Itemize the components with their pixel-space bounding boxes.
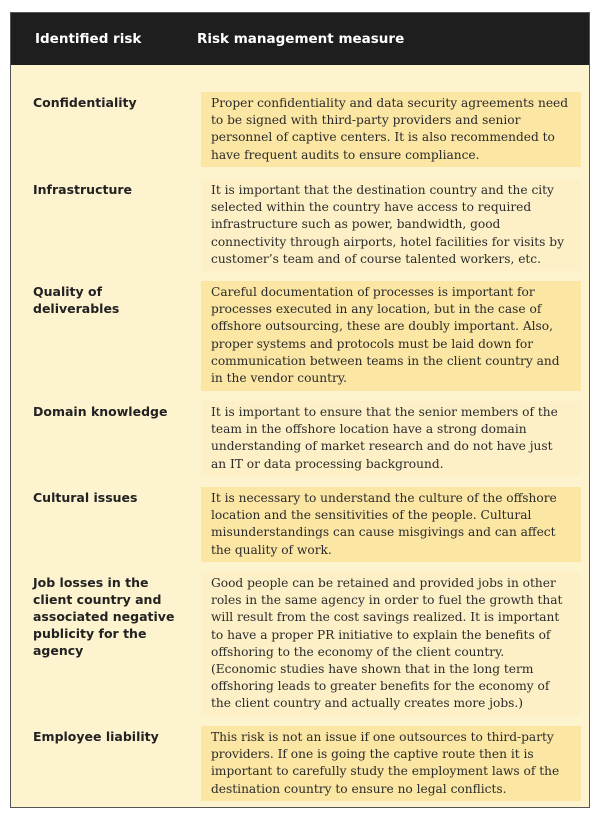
table-row-quality-of-deliverables [19,281,581,391]
risk-label: Infrastructure [33,182,132,197]
risk-measure: This risk is not an issue if one outsources to third-party providers. If one is going the captive route then it is important to carefully study the employment laws of the destination country to ensure no legal conflicts. [201,726,581,801]
table-row-job-losses [19,572,581,716]
risk-label: Employee liability [33,729,159,744]
table-row-domain-knowledge [19,401,581,476]
risk-measure: Good people can be retained and provided jobs in other roles in the same agency in order to fuel the growth that will result from the cost savings realized. It is important to have a proper PR initiative to explain the benefits of offshoring to the economy of the client country. (Economic studies have shown that in the long term offshoring leads to greater benefits for the economy of the client country and actually creates more jobs.) [201,572,581,716]
risk-measure: It is important that the destination country and the city selected within the country have access to required infrastructure such as power, bandwidth, good connectivity through airports, hotel facilities for visits by customer’s team and of course talented workers, etc. [201,179,581,271]
risk-label: Confidentiality [33,95,137,110]
risk-label: Quality of deliverables [33,284,120,316]
table-header [11,13,589,65]
header-identified-risk: Identified risk [35,31,142,47]
risk-label: Domain knowledge [33,404,168,419]
table-row-infrastructure [19,179,581,271]
risk-table [10,12,590,808]
table-row-confidentiality [19,92,581,167]
risk-measure: It is important to ensure that the senior members of the team in the offshore location have a strong domain understanding of market research and do not have just an IT or data processing background. [201,401,581,476]
risk-label: Job losses in the client country and associated negative publicity for the agency [33,575,175,658]
risk-measure: It is necessary to understand the culture of the offshore location and the sensitivities of the people. Cultural misunderstandings can cause misgivings and can affect the quality of work. [201,487,581,562]
risk-label: Cultural issues [33,490,138,505]
table-row-employee-liability [19,726,581,801]
risk-measure: Careful documentation of processes is important for processes executed in any location, but in the case of offshore outsourcing, these are doubly important. Also, proper systems and protocols must be laid down for communication between teams in the client country and in the vendor country. [201,281,581,391]
header-risk-management-measure: Risk management measure [197,31,405,47]
table-row-cultural-issues [19,487,581,562]
risk-measure: Proper confidentiality and data security agreements need to be signed with third-party providers and senior personnel of captive centers. It is also recommended to have frequent audits to ensure compliance. [201,92,581,167]
